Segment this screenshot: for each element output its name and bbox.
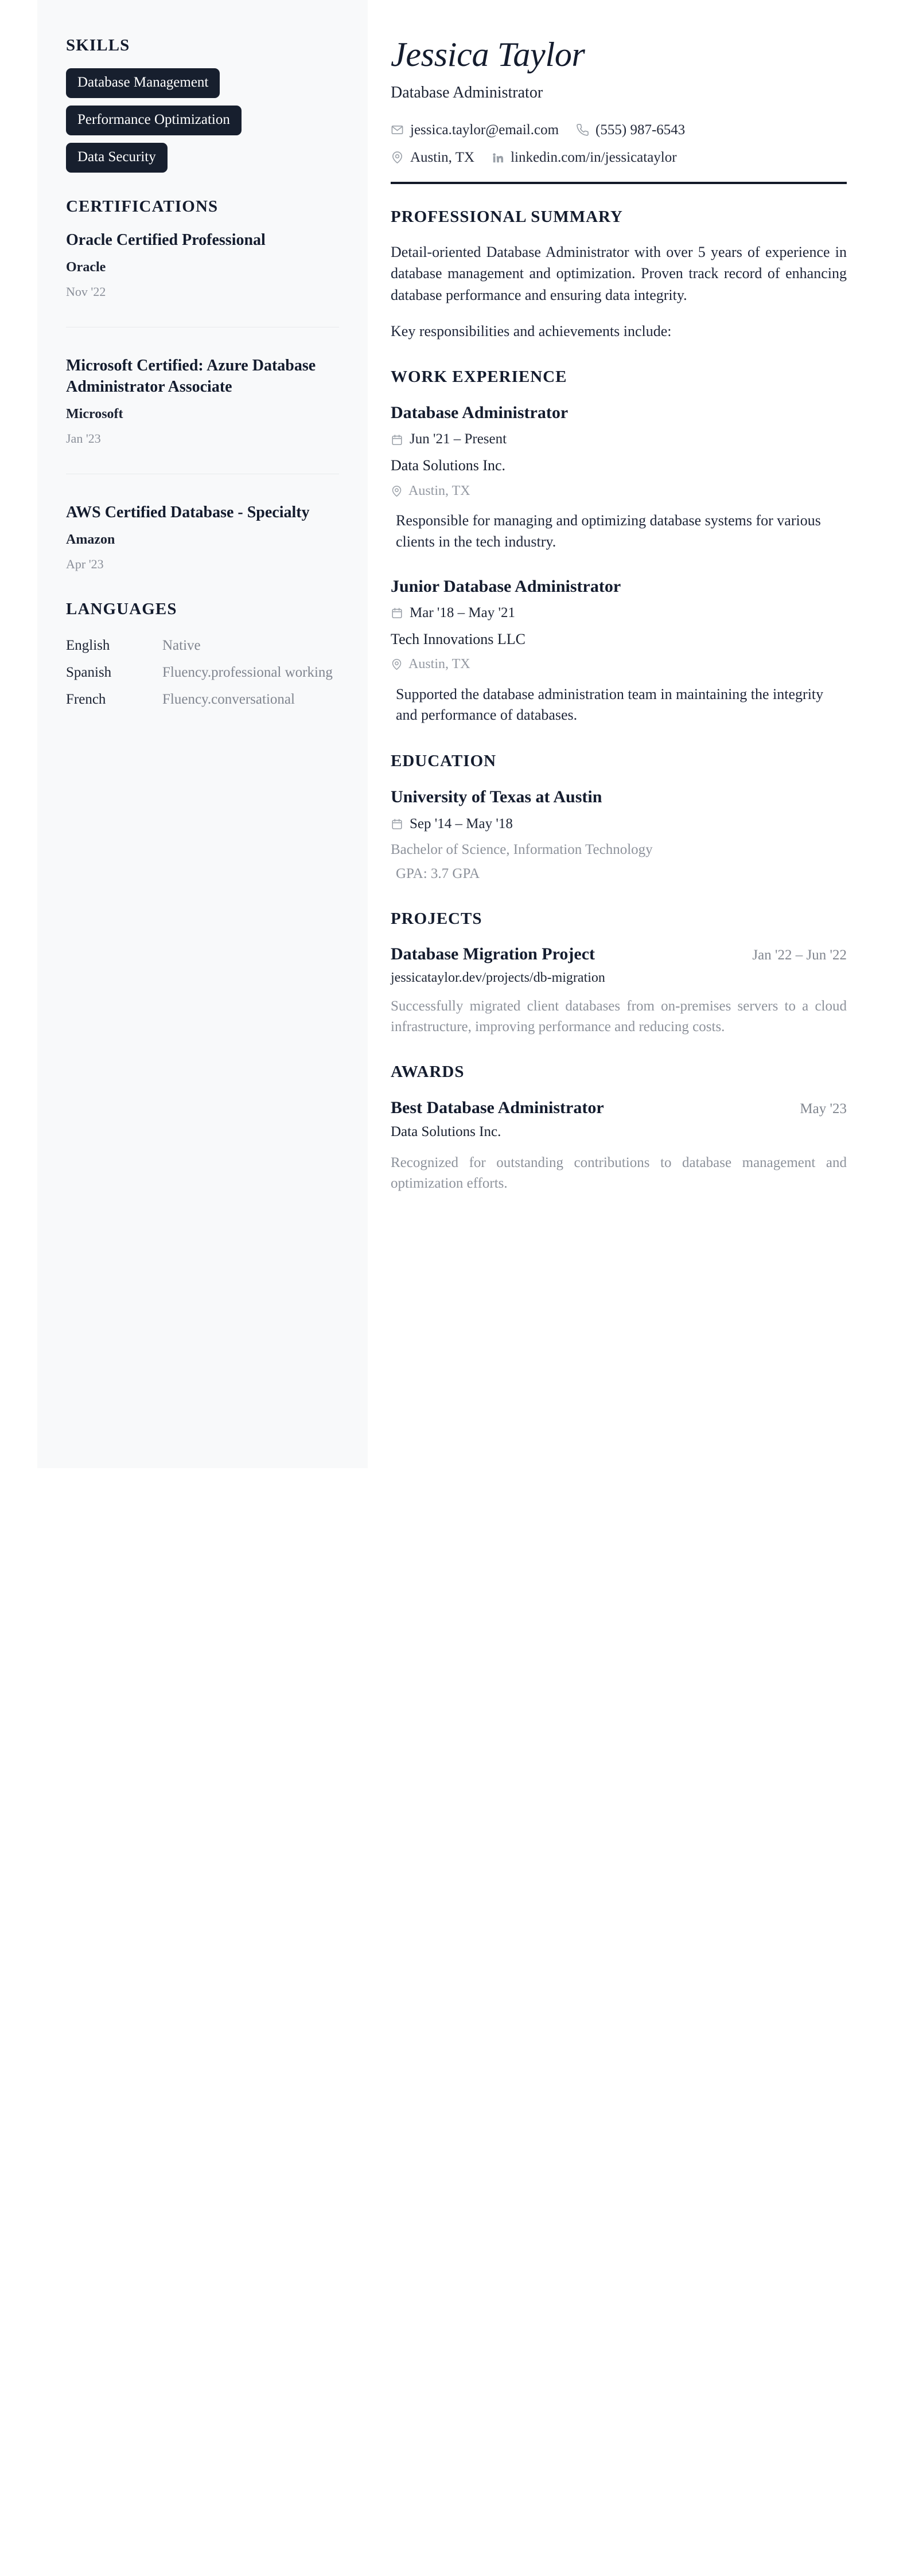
skills-list [66,68,339,173]
skills-heading: SKILLS [66,36,130,54]
work-entry [391,576,847,727]
award-title-row [391,1097,847,1122]
contact-location [391,149,474,166]
languages-table [66,632,339,713]
phone-icon [576,123,589,136]
contact-phone-text: (555) 987-6543 [595,122,686,138]
education-dates: Sep '14 – May '18 [410,815,513,832]
project-title-row [391,943,847,969]
skill-pill[interactable]: Data Security [66,143,168,173]
calendar-icon [391,434,403,446]
contact-row-secondary [391,149,847,166]
certification-date: Nov '22 [66,284,106,299]
project-dates: Jan '22 – Jun '22 [752,947,847,963]
work-entry-description: Supported the database administration team in maintaining the integrity and performance of databases. [396,685,824,724]
language-level: Fluency.professional working [162,664,333,680]
candidate-name: Jessica Taylor [391,36,585,73]
project-description: Successfully migrated client databases from on-premises servers to a cloud infrastructure, improving performance and reducing costs. [391,998,847,1035]
certification-name: AWS Certified Database - Specialty [66,503,310,521]
calendar-icon [391,607,403,619]
certification-issuer: Microsoft [66,407,123,422]
language-level: Native [162,637,201,653]
work-entry-company: Data Solutions Inc. [391,456,506,474]
work-entry [391,402,847,553]
certifications-heading: CERTIFICATIONS [66,197,219,216]
language-row [66,632,339,659]
section-education [391,751,847,883]
work-entry-dates: Mar '18 – May '21 [410,605,515,621]
languages-heading: LANGUAGES [66,599,177,618]
certification-issuer: Oracle [66,259,106,275]
award-entry [391,1097,847,1193]
contact-linkedin[interactable] [492,149,677,166]
candidate-headline: Database Administrator [391,84,543,102]
location-pin-icon [391,658,403,670]
contact-phone[interactable] [576,121,685,139]
work-entry-description: Responsible for managing and optimizing database systems for various clients in the tech industry. [396,512,821,550]
work-entry-company: Tech Innovations LLC [391,630,526,647]
contact-info [391,121,847,167]
section-work-experience [391,367,847,726]
certification-name: Microsoft Certified: Azure Database Administrator Associate [66,356,316,396]
language-row [66,659,339,686]
language-name: French [66,691,106,707]
work-entry-location: Austin, TX [408,657,470,672]
language-row [66,686,339,713]
certifications-list [66,229,339,599]
work-entry-dates: Jun '21 – Present [410,431,507,447]
project-title: Database Migration Project [391,944,595,964]
education-heading: EDUCATION [391,752,497,771]
certification-date: Apr '23 [66,557,104,572]
location-pin-icon [391,151,404,164]
award-date: May '23 [800,1101,847,1117]
award-description: Recognized for outstanding contributions to database management and optimization efforts. [391,1155,847,1191]
work-entry-dates-row [391,604,847,623]
contact-location-text: Austin, TX [410,150,475,166]
awards-heading: AWARDS [391,1063,465,1082]
education-entry [391,786,847,884]
contact-row-primary [391,121,847,139]
header-divider [391,182,847,184]
section-professional-summary [391,207,847,342]
language-name: English [66,637,110,653]
professional-summary-heading: PROFESSIONAL SUMMARY [391,207,623,226]
main-column [368,36,847,1219]
work-entry-location-row [391,482,847,500]
projects-heading: PROJECTS [391,909,482,928]
calendar-icon [391,818,403,830]
location-pin-icon [391,485,403,497]
skill-pill[interactable]: Performance Optimization [66,106,242,135]
award-organization: Data Solutions Inc. [391,1123,501,1139]
education-gpa: GPA: 3.7 GPA [396,865,480,881]
professional-summary-lead-in: Key responsibilities and achievements include: [391,322,672,339]
work-entry-title: Database Administrator [391,403,569,422]
award-title: Best Database Administrator [391,1098,604,1118]
envelope-icon [391,123,404,136]
professional-summary-paragraph: Detail-oriented Database Administrator with over 5 years of experience in database management and optimization. Proven track record of enhancing database performance and ensuring data integrity. [391,244,847,303]
project-entry [391,943,847,1037]
contact-email[interactable] [391,121,559,139]
education-school: University of Texas at Austin [391,787,602,807]
certification-item [66,327,339,474]
skill-pill[interactable]: Database Management [66,68,220,98]
work-entry-location: Austin, TX [408,483,470,498]
education-degree: Bachelor of Science, Information Technology [391,842,653,858]
work-experience-heading: WORK EXPERIENCE [391,367,567,386]
education-dates-row [391,815,847,834]
contact-email-text: jessica.taylor@email.com [410,122,559,138]
work-entry-location-row [391,655,847,673]
linkedin-icon [492,151,504,164]
sidebar [37,0,368,1468]
project-url[interactable]: jessicataylor.dev/projects/db-migration [391,970,605,985]
work-entry-dates-row [391,430,847,449]
certification-item [66,474,339,599]
certification-issuer: Amazon [66,532,115,548]
language-name: Spanish [66,664,112,680]
work-entry-title: Junior Database Administrator [391,576,621,596]
certification-item [66,229,339,327]
contact-linkedin-text: linkedin.com/in/jessicataylor [511,150,677,166]
language-level: Fluency.conversational [162,691,295,707]
section-awards [391,1062,847,1193]
certification-date: Jan '23 [66,431,101,446]
section-projects [391,909,847,1037]
certification-name: Oracle Certified Professional [66,231,266,249]
